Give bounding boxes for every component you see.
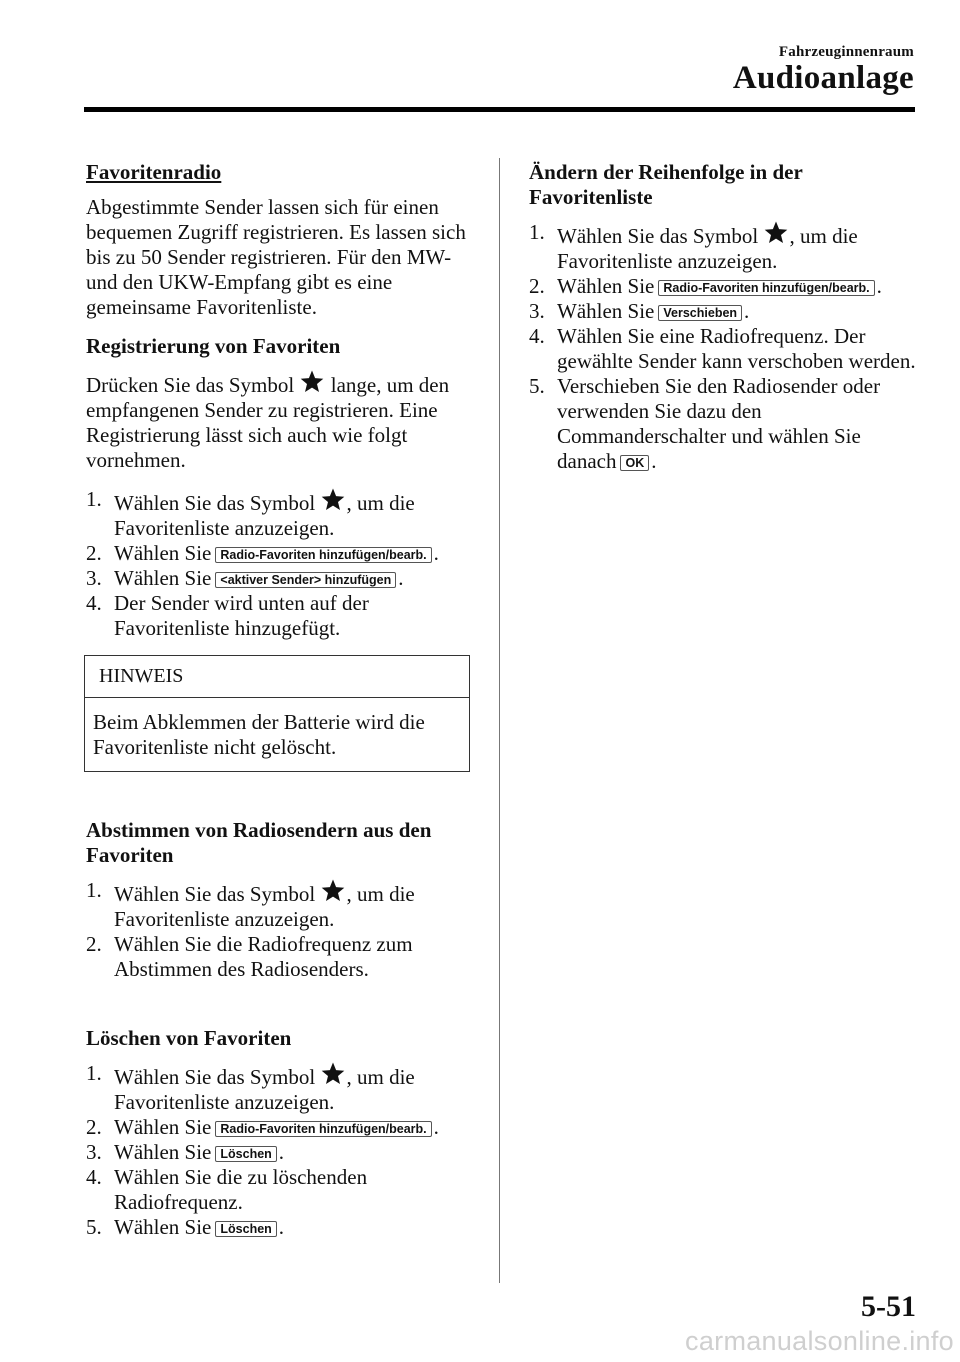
registration-steps	[86, 487, 478, 641]
star-icon	[321, 1061, 345, 1085]
note-title: HINWEIS	[85, 656, 469, 698]
favorites-title: Favoritenradio	[86, 160, 222, 184]
section-label: Fahrzeuginnenraum	[778, 44, 914, 60]
ok-button[interactable]: OK	[620, 455, 649, 471]
list-item: 1. Wählen Sie das Symbol , um die Favoritenliste anzuzeigen.	[86, 878, 415, 931]
favorites-intro: Abgestimmte Sender lassen sich für einen bequemen Zugriff registrieren. Es lassen sich bis zu 50 Sender registrieren. Für den MW- und den UKW-Empfang gibt es eine gemeinsame Favoritenliste.	[86, 195, 466, 319]
page-number: 5-51	[861, 1290, 916, 1323]
star-icon	[321, 878, 345, 902]
list-item: 4. Der Sender wird unten auf der Favoritenliste hinzugefügt.	[86, 591, 369, 640]
add-active-station-button[interactable]: <aktiver Sender> hinzufügen	[215, 572, 396, 588]
star-icon	[321, 487, 345, 511]
reorder-heading: Ändern der Reihenfolge in der Favoritenliste	[529, 160, 803, 209]
list-item: 4. Wählen Sie eine Radiofrequenz. Der gewählte Sender kann verschoben werden.	[529, 324, 916, 373]
column-divider	[499, 158, 500, 1283]
page-title: Audioanlage	[732, 60, 914, 96]
note-body: Beim Abklemmen der Batterie wird die Favoritenliste nicht gelöscht.	[93, 710, 425, 759]
left-column	[86, 160, 478, 1240]
list-item: 2. Wählen Sie Radio-Favoriten hinzufügen/bearb. .	[86, 541, 439, 565]
list-item: 1. Wählen Sie das Symbol , um die Favoritenliste anzuzeigen.	[529, 220, 858, 273]
list-item: 3. Wählen Sie Verschieben .	[529, 299, 750, 323]
list-item: 1. Wählen Sie das Symbol , um die Favoritenliste anzuzeigen.	[86, 487, 415, 540]
list-item: 3. Wählen Sie Löschen .	[86, 1140, 285, 1164]
delete-button[interactable]: Löschen	[215, 1221, 276, 1237]
star-icon	[300, 369, 324, 393]
list-item: 4. Wählen Sie die zu löschenden Radiofrequenz.	[86, 1165, 368, 1214]
list-item: 5. Wählen Sie Löschen .	[86, 1215, 285, 1239]
registration-intro: Drücken Sie das Symbol lange, um den empfangenen Sender zu registrieren. Eine Registrierung lässt sich auch wie folgt vornehmen.	[86, 369, 478, 473]
radio-favorites-add-edit-button[interactable]: Radio-Favoriten hinzufügen/bearb.	[215, 547, 431, 563]
list-item: 1. Wählen Sie das Symbol , um die Favoritenliste anzuzeigen.	[86, 1061, 415, 1114]
reorder-steps	[529, 220, 919, 474]
list-item: 2. Wählen Sie die Radiofrequenz zum Abstimmen des Radiosenders.	[86, 932, 413, 981]
move-button[interactable]: Verschieben	[658, 305, 742, 321]
list-item: 3. Wählen Sie <aktiver Sender> hinzufügen .	[86, 566, 404, 590]
list-item: 2. Wählen Sie Radio-Favoriten hinzufügen/bearb. .	[86, 1115, 439, 1139]
delete-button[interactable]: Löschen	[215, 1146, 276, 1162]
registration-heading: Registrierung von Favoriten	[86, 334, 341, 358]
list-item: 2. Wählen Sie Radio-Favoriten hinzufügen/bearb. .	[529, 274, 882, 298]
right-column	[529, 160, 919, 474]
radio-favorites-add-edit-button[interactable]: Radio-Favoriten hinzufügen/bearb.	[658, 280, 874, 296]
radio-favorites-add-edit-button[interactable]: Radio-Favoriten hinzufügen/bearb.	[215, 1121, 431, 1137]
star-icon	[764, 220, 788, 244]
list-item: 5. Verschieben Sie den Radiosender oder verwenden Sie dazu den Commanderschalter und wählen Sie danach OK .	[529, 374, 881, 473]
delete-heading: Löschen von Favoriten	[86, 1026, 292, 1050]
header-rule	[84, 107, 915, 112]
tuning-steps	[86, 878, 478, 982]
delete-steps	[86, 1061, 478, 1240]
watermark: carmanualsonline.info	[685, 1326, 954, 1356]
tuning-heading: Abstimmen von Radiosendern aus den Favoriten	[86, 818, 432, 867]
note-box	[84, 655, 470, 772]
